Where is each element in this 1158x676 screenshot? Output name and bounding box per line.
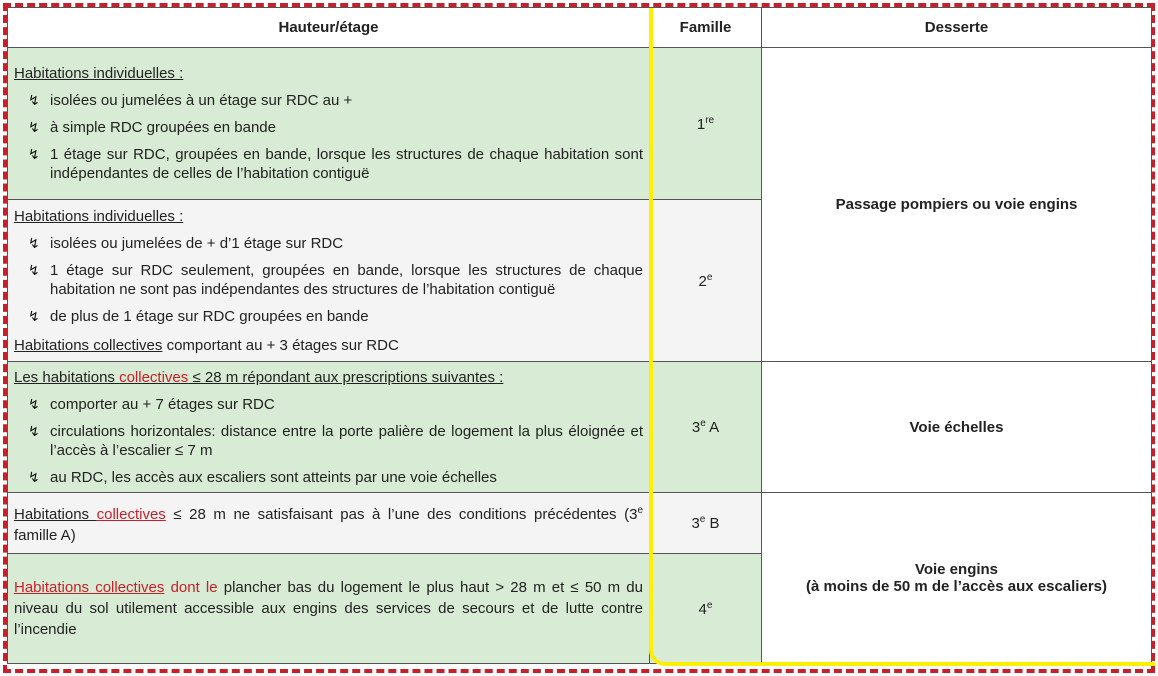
header-hauteur: Hauteur/étage	[8, 8, 650, 48]
row4-famille: 3e B	[650, 493, 762, 554]
desserte-voie-echelles: Voie échelles	[762, 362, 1152, 493]
arrow-bullet-icon: ↯	[28, 307, 40, 324]
arrow-bullet-icon: ↯	[28, 119, 40, 135]
row5-description: Habitations collectives dont le plancher bas du logement le plus haut > 28 m et ≤ 50 m du niveau du sol utilement accessible aux engins des services de secours et de lutte contre l’incendie	[8, 554, 650, 664]
list-item: ↯ 1 étage sur RDC seulement, groupées en bande, lorsque les structures de chaque habitation ne sont pas indépendantes des structures de l’habitation contiguë	[28, 261, 643, 298]
arrow-bullet-icon: ↯	[28, 395, 40, 412]
row3-description	[8, 362, 650, 493]
arrow-bullet-icon: ↯	[28, 92, 40, 108]
list-item: ↯ de plus de 1 étage sur RDC groupées en bande	[28, 307, 369, 325]
table-row	[8, 493, 1152, 554]
row2-famille: 2e	[650, 200, 762, 362]
desserte-voie-engins: Voie engins (à moins de 50 m de l’accès aux escaliers)	[762, 493, 1152, 664]
row2-footer-underlined: Habitations collectives	[14, 336, 163, 354]
row4-description: Habitations collectives ≤ 28 m ne satisfaisant pas à l’une des conditions précédentes (3e famille A)	[8, 493, 650, 554]
list-item: ↯ au RDC, les accès aux escaliers sont atteints par une voie échelles	[28, 468, 497, 486]
list-item: ↯ 1 étage sur RDC, groupées en bande, lorsque les structures de chaque habitation sont indépendantes de celles de l’habitation contiguë	[28, 146, 643, 182]
header-famille: Famille	[650, 8, 762, 48]
arrow-bullet-icon: ↯	[28, 234, 40, 251]
row1-famille: 1re	[650, 48, 762, 200]
list-item: ↯ isolées ou jumelées de + d’1 étage sur RDC	[28, 234, 344, 252]
list-item: ↯ isolées ou jumelées à un étage sur RDC au +	[28, 92, 353, 109]
list-item: ↯ à simple RDC groupées en bande	[28, 119, 276, 136]
row5-famille: 4e	[650, 554, 762, 664]
header-row	[8, 8, 1152, 48]
desserte-passage-pompiers: Passage pompiers ou voie engins	[762, 48, 1152, 362]
table-row	[8, 48, 1152, 200]
fire-family-table	[7, 7, 1152, 664]
row3-title: Les habitations collectives ≤ 28 m répondant aux prescriptions suivantes :	[14, 368, 504, 386]
row3-famille: 3e A	[650, 362, 762, 493]
arrow-bullet-icon: ↯	[28, 422, 40, 439]
header-desserte: Desserte	[762, 8, 1152, 48]
row2-title: Habitations individuelles :	[14, 207, 184, 225]
arrow-bullet-icon: ↯	[28, 261, 40, 278]
table-row	[8, 362, 1152, 493]
list-item: ↯ comporter au + 7 étages sur RDC	[28, 395, 275, 413]
row2-description: Habitations individuelles : ↯ isolées ou jumelées de + d’1 étage sur RDC ↯ 1 étage sur RDC seulement, groupées en bande, lorsque les structures de chaque habitation ne sont pas indépendantes des structures de l’habitation contiguë ↯ de plus de 1 étage sur RDC groupées en bande Habitations collectives comportant au + 3 étages sur RDC	[8, 200, 650, 362]
row1-description	[8, 48, 650, 200]
arrow-bullet-icon: ↯	[28, 468, 40, 485]
row1-title: Habitations individuelles :	[14, 65, 184, 82]
list-item: ↯ circulations horizontales: distance entre la porte palière de logement la plus éloignée et l’accès à l’escalier ≤ 7 m	[28, 422, 643, 459]
arrow-bullet-icon: ↯	[28, 146, 40, 162]
